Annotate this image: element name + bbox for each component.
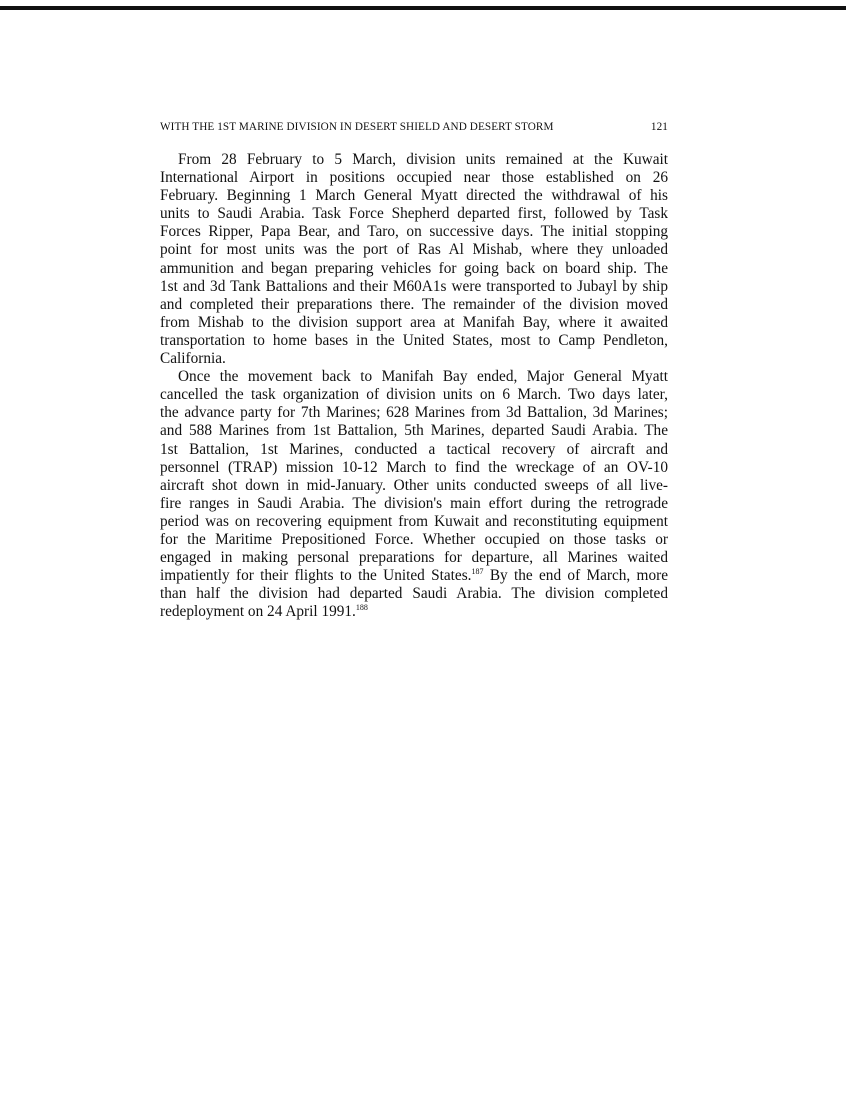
text-line: than half the division had departed Saudi Arabia. The division completed xyxy=(160,585,668,603)
text-line: 1st and 3d Tank Battalions and their M60A1s were transported to Jubayl by ship xyxy=(160,277,668,295)
text-line: Forces Ripper, Papa Bear, and Taro, on successive days. The initial stopping xyxy=(160,223,668,241)
text-line: February. Beginning 1 March General Myatt directed the withdrawal of his xyxy=(160,187,668,205)
text-line: 1st Battalion, 1st Marines, conducted a tactical recovery of aircraft and xyxy=(160,440,668,458)
text-line: aircraft shot down in mid-January. Other units conducted sweeps of all live- xyxy=(160,476,668,494)
paragraph xyxy=(160,368,668,621)
text-line: transportation to home bases in the United States, most to Camp Pendleton, xyxy=(160,331,668,349)
footnote-ref: 187 xyxy=(471,567,484,577)
text-line: International Airport in positions occupied near those established on 26 xyxy=(160,169,668,187)
page-number: 121 xyxy=(650,121,668,133)
text-line: ammunition and began preparing vehicles for going back on board ship. The xyxy=(160,259,668,277)
text-line: From 28 February to 5 March, division units remained at the Kuwait xyxy=(178,151,668,168)
text-line: redeployment on 24 April 1991.$^{188}$ xyxy=(160,603,368,621)
running-header xyxy=(160,121,668,133)
text-line: and 588 Marines from 1st Battalion, 5th Marines, departed Saudi Arabia. The xyxy=(160,422,668,440)
text-line: cancelled the task organization of division units on 6 March. Two days later, xyxy=(160,386,668,404)
running-title: WITH THE 1ST MARINE DIVISION IN DESERT SHIELD AND DESERT STORM xyxy=(160,121,554,133)
text-line: engaged in making personal preparations for departure, all Marines waited xyxy=(160,549,668,567)
text-line: Once the movement back to Manifah Bay ended, Major General Myatt xyxy=(178,368,668,386)
footnote-ref: 188 xyxy=(355,603,368,613)
text-line: personnel (TRAP) mission 10-12 March to find the wreckage of an OV-10 xyxy=(160,458,668,476)
body-text xyxy=(160,151,668,621)
text-line: from Mishab to the division support area at Manifah Bay, where it awaited xyxy=(160,313,668,331)
paragraph xyxy=(160,151,668,368)
text-line: fire ranges in Saudi Arabia. The division's main effort during the retrograde xyxy=(160,494,668,512)
text-line: units to Saudi Arabia. Task Force Shepherd departed first, followed by Task xyxy=(160,205,668,223)
text-line: for the Maritime Prepositioned Force. Whether occupied on those tasks or xyxy=(160,530,668,548)
text-line: the advance party for 7th Marines; 628 Marines from 3d Battalion, 3d Marines; xyxy=(160,404,668,422)
text-line: period was on recovering equipment from Kuwait and reconstituting equipment xyxy=(160,512,668,530)
text-line: California. xyxy=(160,350,226,368)
top-rule xyxy=(0,6,846,10)
text-line: and completed their preparations there. The remainder of the division moved xyxy=(160,295,668,313)
text-line: point for most units was the port of Ras Al Mishab, where they unloaded xyxy=(160,241,668,259)
text-line: impatiently for their flights to the United States.$^{187}$ By the end of March, more xyxy=(160,567,668,585)
